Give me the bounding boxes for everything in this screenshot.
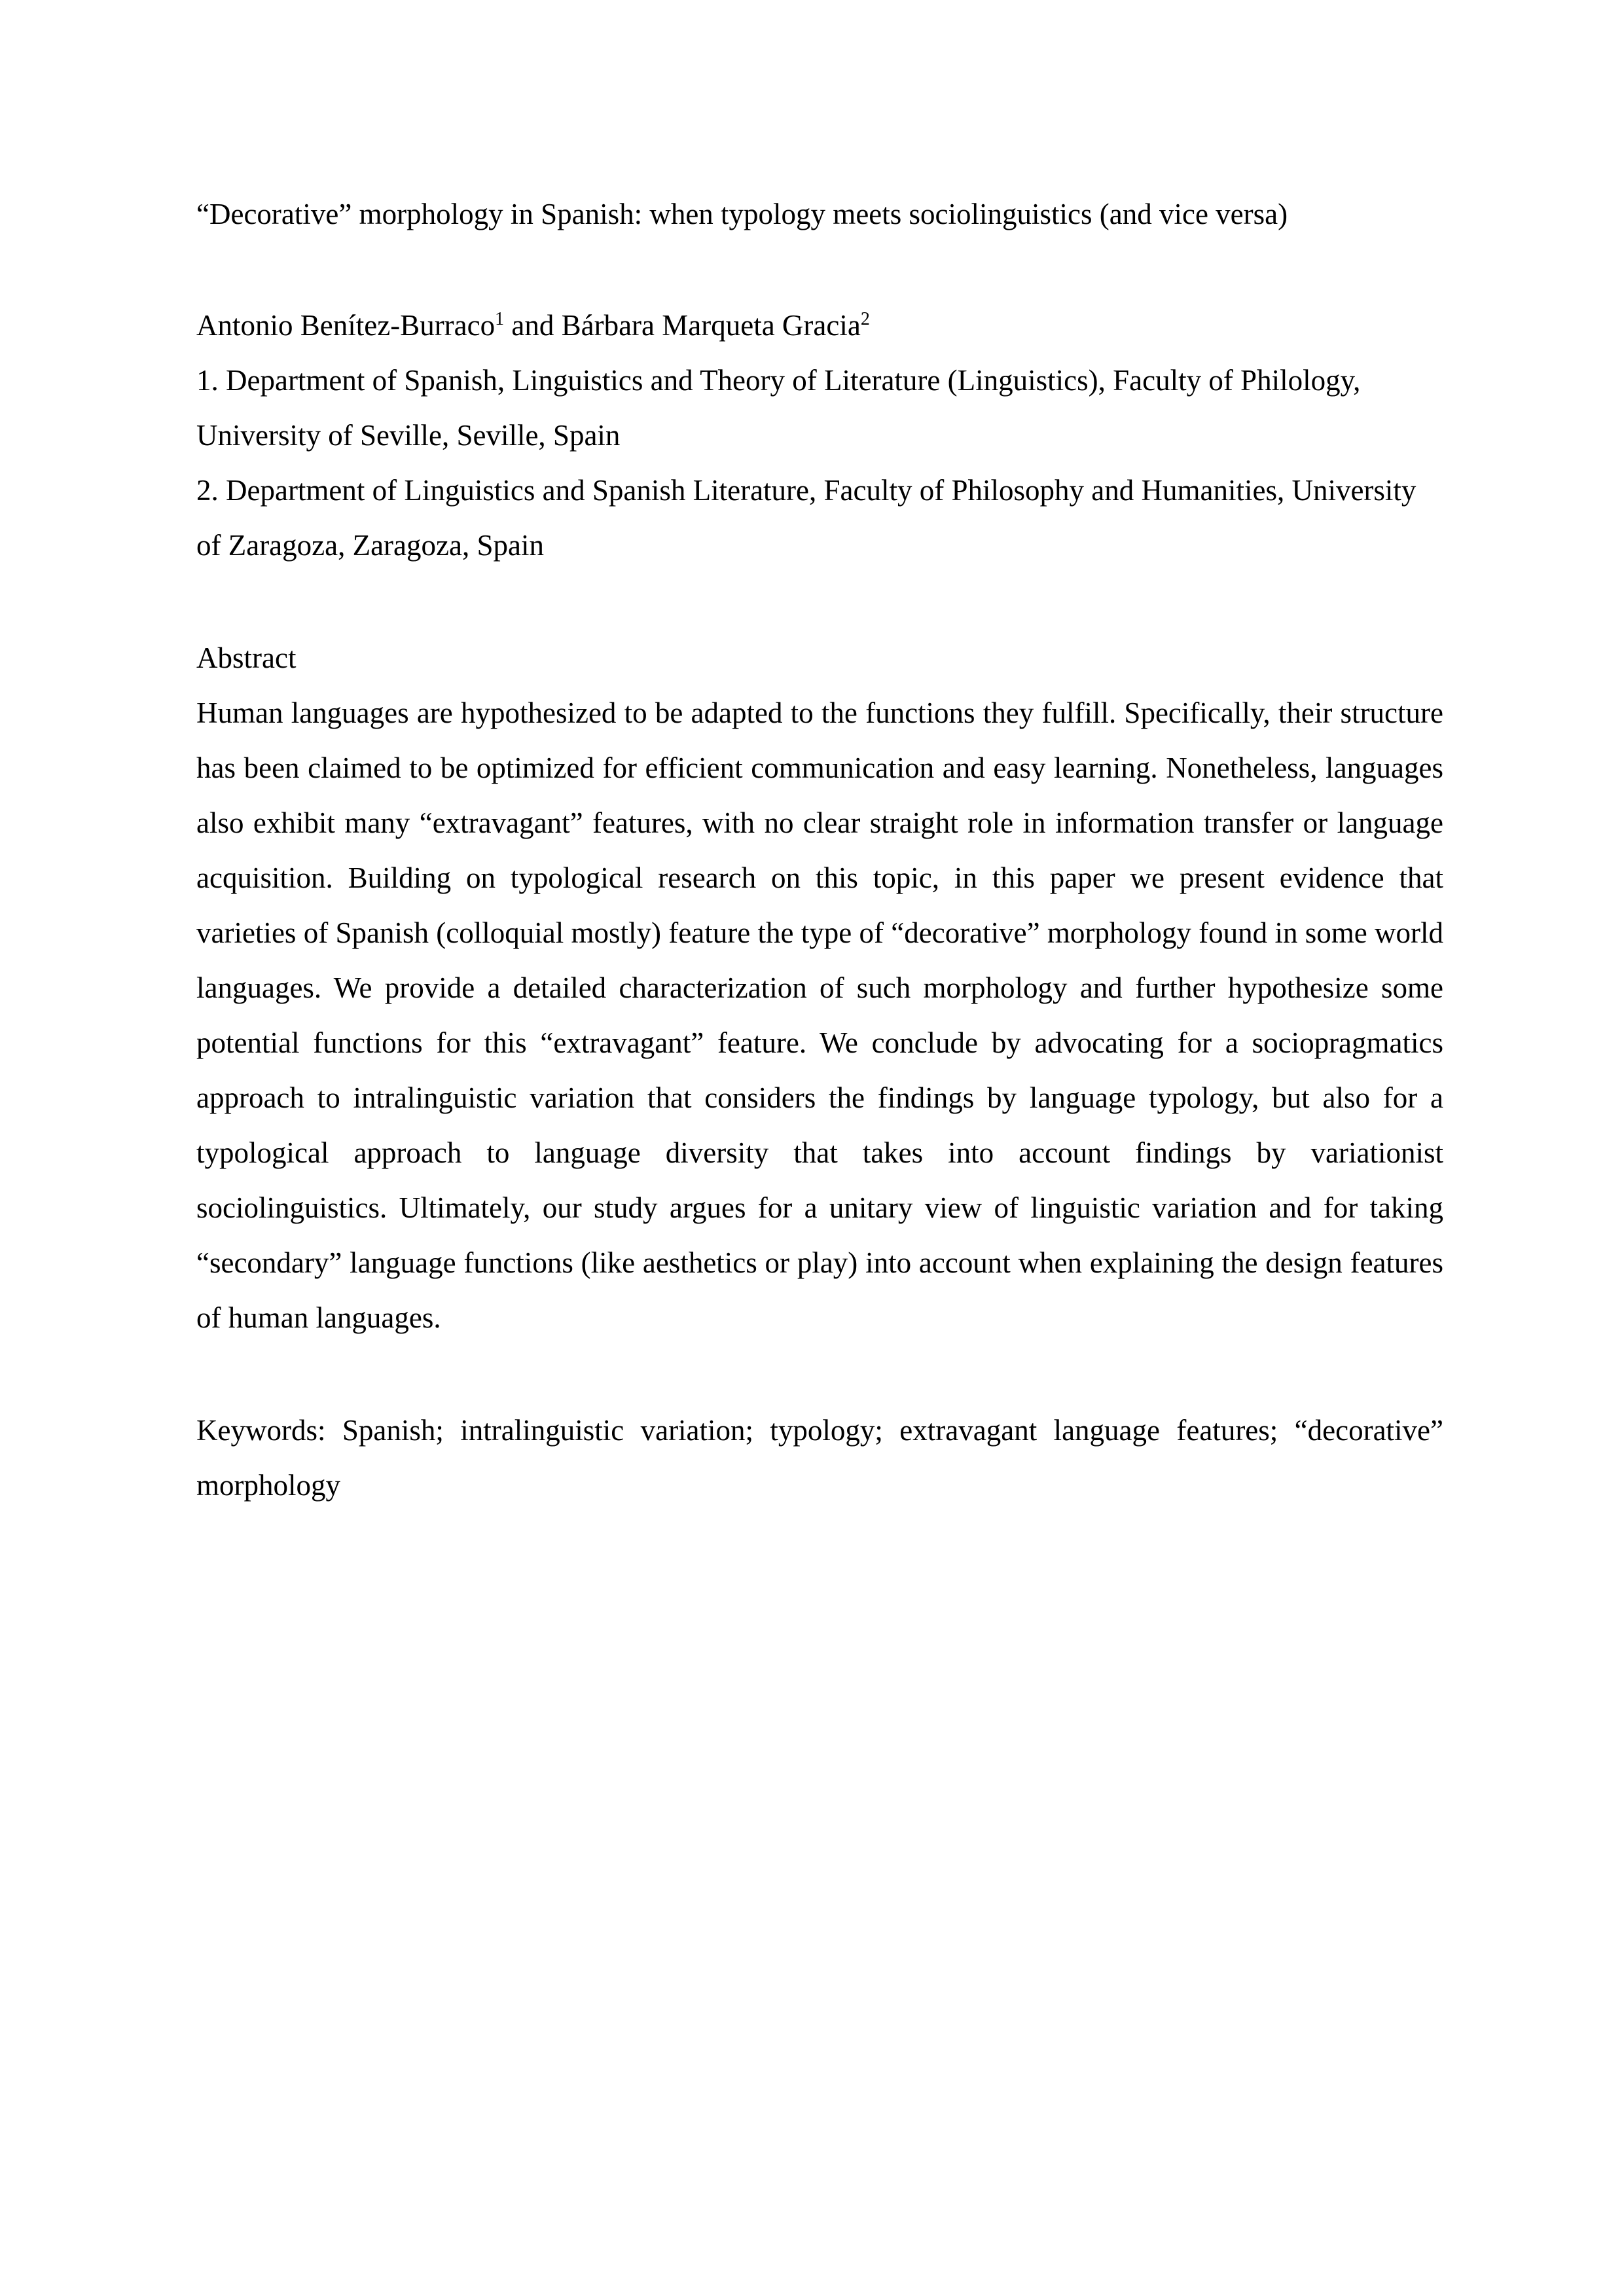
author-2-name: Bárbara Marqueta Gracia: [561, 309, 861, 342]
abstract-heading: Abstract: [196, 642, 297, 674]
author-1-name: Antonio Benítez-Burraco: [196, 309, 496, 342]
author-2-affiliation-marker: 2: [860, 309, 870, 329]
affiliation-2: 2. Department of Linguistics and Spanish Literature, Faculty of Philosophy and Humanities, University of Zaragoza, Zaragoza, Spain: [196, 474, 1416, 562]
author-1-affiliation-marker: 1: [495, 309, 505, 329]
author-conjunction: and: [504, 309, 562, 342]
abstract-keywords-spacer: [196, 1345, 1443, 1403]
page-title: “Decorative” morphology in Spanish: when typology meets sociolinguistics (and vice versa): [196, 198, 1288, 230]
affiliation-1: 1. Department of Spanish, Linguistics and Theory of Literature (Linguistics), Faculty of Philology, University of Seville, Seville, Spain: [196, 364, 1361, 452]
keywords-line: Keywords: Spanish; intralinguistic variation; typology; extravagant language features; “decorative” morphology: [196, 1414, 1443, 1502]
abstract-body: Human languages are hypothesized to be adapted to the functions they fulfill. Specifically, their structure has been claimed to be optimized for efficient communication and easy learning. Nonetheless, languages also exhibit many “extravagant” features, with no clear straight role in information transfer or language acquisition. Building on typological research on this topic, in this paper we present evidence that varieties of Spanish (colloquial mostly) feature the type of “decorative” morphology found in some world languages. We provide a detailed characterization of such morphology and further hypothesize some potential functions for this “extravagant” feature. We conclude by advocating for a sociopragmatics approach to intralinguistic variation that considers the findings by language typology, but also for a typological approach to language diversity that takes into account findings by variationist sociolinguistics. Ultimately, our study argues for a unitary view of linguistic variation and for taking “secondary” language functions (like aesthetics or play) into account when explaining the design features of human languages.: [196, 696, 1443, 1334]
title-author-spacer: [196, 242, 1443, 298]
page-content: [196, 187, 1443, 1568]
author-list: [196, 298, 1443, 353]
affiliation-abstract-spacer: [196, 573, 1443, 630]
